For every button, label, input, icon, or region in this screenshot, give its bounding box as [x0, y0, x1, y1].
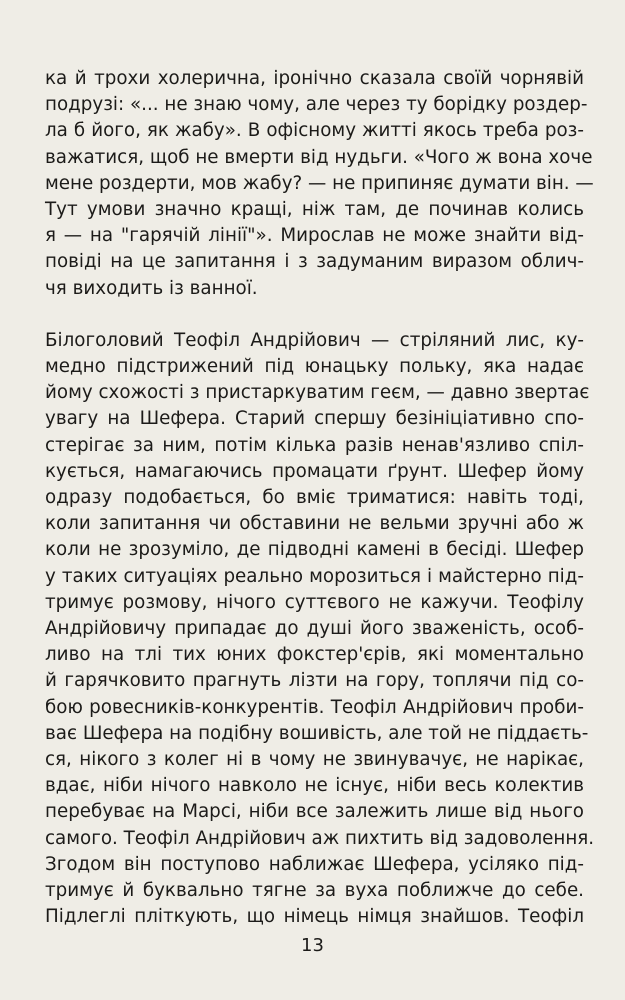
text-line: коли не зрозуміло, де підводні камені в бесіді. Шефер	[45, 539, 584, 561]
text-line: вдає, ніби нічого навколо не існує, ніби весь колектив	[45, 775, 584, 797]
text-line: бою ровесників-конкурентів. Теофіл Андрійович проби-	[45, 696, 584, 718]
text-line: й гарячковито прагнуть лізти на гору, топлячи під со-	[45, 670, 584, 692]
text-line: Андрійовичу припадає до душі його зваженість, особ-	[45, 618, 584, 640]
text-line: ка й трохи холерична, іронічно сказала своїй чорнявій	[45, 68, 584, 89]
text-line: ся, нікого з колег ні в чому не звинувачує, не нарікає,	[45, 749, 584, 771]
page-body	[45, 66, 595, 931]
text-line: самого. Теофіл Андрійович аж пихтить від задоволення.	[45, 827, 595, 849]
text-line: тримує розмову, нічого суттєвого не кажучи. Теофілу	[45, 591, 584, 613]
text-line: ла б його, як жабу». В офісному житті якось треба роз-	[45, 120, 584, 142]
text-line: кується, намагаючись промацати ґрунт. Шефер йому	[45, 460, 584, 482]
text-line: подрузі: «... не знаю чому, але через ту борідку роздер-	[45, 94, 588, 116]
text-line: Згодом він поступово наближає Шефера, усіляко під-	[45, 853, 584, 875]
text-line: ває Шефера на подібну вошивість, але той не піддаєть-	[45, 722, 589, 744]
text-line: повіді на це запитання і з задуманим виразом облич-	[45, 251, 584, 273]
text-line: перебуває на Марсі, ніби все залежить лише від нього	[45, 801, 584, 823]
text-line: йому схожості з пристаркуватим геєм, — давно звертає	[45, 382, 590, 404]
text-line: Тут умови значно кращі, ніж там, де починав колись	[45, 199, 584, 221]
text-line: коли запитання чи обставини не вельми зручні або ж	[45, 513, 584, 535]
text-line: тримує й буквально тягне за вуха поближче до себе.	[45, 880, 584, 902]
text-line: стерігає за ним, потім кілька разів ненав'язливо спіл-	[45, 434, 584, 456]
text-line: я — на "гарячій лінії"». Мирослав не може знайти від-	[45, 225, 584, 247]
text-line: чя виходить із ванної.	[45, 277, 258, 299]
text-line: у таких ситуаціях реально морозиться і майстерно під-	[45, 565, 584, 587]
text-line: важатися, щоб не вмерти від нудьги. «Чого ж вона хоче	[45, 146, 593, 168]
text-line: Підлеглі пліткують, що німець німця знайшов. Теофіл	[45, 906, 584, 928]
text-line: ливо на тлі тих юних фокстер'єрів, які моментально	[45, 644, 584, 666]
paragraph-2	[45, 328, 595, 931]
text-line: мене роздерти, мов жабу? — не припиняє думати він. —	[45, 172, 594, 194]
text-line: Білоголовий Теофіл Андрійович — стріляний лис, ку-	[45, 329, 584, 351]
text-line: медно підстрижений під юнацьку польку, яка надає	[45, 356, 584, 378]
text-line: увагу на Шефера. Старий спершу безініціативно спо-	[45, 408, 584, 430]
paragraph-1	[45, 66, 594, 302]
page-number: 13	[301, 935, 324, 956]
text-line: одразу подобається, бо вміє триматися: навіть тоді,	[45, 487, 584, 509]
